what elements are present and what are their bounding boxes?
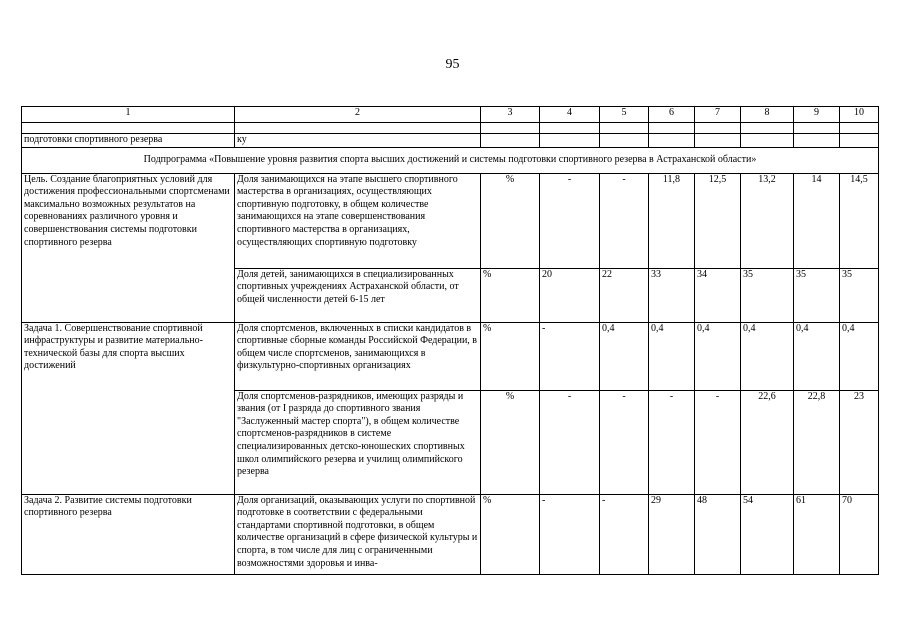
value-cell: - [649, 390, 695, 494]
value-cell: 0,4 [840, 322, 879, 390]
value-cell: 20 [540, 268, 600, 322]
value-cell: 54 [741, 494, 794, 574]
header-cell: 7 [695, 107, 741, 123]
value-cell: 11,8 [649, 173, 695, 268]
goal-cell: Задача 1. Совершенствование спортивной инфраструктуры и развитие материально-технической базы для спорта высших достижений [22, 322, 235, 494]
header-cell: 6 [649, 107, 695, 123]
header-cell: 4 [540, 107, 600, 123]
header-row [22, 107, 879, 123]
value-cell: 35 [741, 268, 794, 322]
goal-cell: Цель. Создание благоприятных условий для достижения профессиональными спортсменами максимально возможных результатов на соревнованиях различного уровня и совершенствования системы подготовки спортивного резерва [22, 173, 235, 322]
indicator-cell: Доля детей, занимающихся в специализированных спортивных учреждениях Астраханской области, от общей численности детей 6-15 лет [235, 268, 481, 322]
value-cell: 61 [794, 494, 840, 574]
value-cell: 22,8 [794, 390, 840, 494]
value-cell: 35 [840, 268, 879, 322]
table-row [22, 494, 879, 574]
value-cell: 22,6 [741, 390, 794, 494]
value-cell: 34 [695, 268, 741, 322]
header-cell: 3 [481, 107, 540, 123]
value-cell: - [600, 494, 649, 574]
header-cell: 1 [22, 107, 235, 123]
header-cell: 9 [794, 107, 840, 123]
value-cell: 70 [840, 494, 879, 574]
carry-row [22, 134, 879, 148]
indicators-table [21, 106, 879, 575]
value-cell: % [481, 322, 540, 390]
page-number: 95 [445, 57, 460, 72]
carry-goal: подготовки спортивного резерва [22, 134, 235, 148]
value-cell: - [540, 390, 600, 494]
value-cell: % [481, 494, 540, 574]
header-cell: 8 [741, 107, 794, 123]
value-cell: - [540, 322, 600, 390]
subprogram-row [22, 147, 879, 173]
value-cell: 48 [695, 494, 741, 574]
value-cell: 0,4 [600, 322, 649, 390]
indicator-cell: Доля занимающихся на этапе высшего спортивного мастерства в организациях, осуществляющих спортивную подготовку, в общем количестве занимающихся на этапе совершенствования спортивного мастерства в организациях, осуществляющих спортивную подготовку [235, 173, 481, 268]
table-row [22, 322, 879, 390]
value-cell: 23 [840, 390, 879, 494]
header-cell: 10 [840, 107, 879, 123]
value-cell: 29 [649, 494, 695, 574]
value-cell: 14 [794, 173, 840, 268]
subprogram-title: Подпрограмма «Повышение уровня развития спорта высших достижений и системы подготовки спортивного резерва в Астраханской области» [22, 147, 879, 173]
value-cell: 33 [649, 268, 695, 322]
indicator-cell: Доля организаций, оказывающих услуги по спортивной подготовке в соответствии с федеральными стандартами спортивной подготовки, в общем количестве организаций в сфере физической культуры и спорта, в том числе для лиц с ограниченными возможностями здоровья и инва- [235, 494, 481, 574]
spacer-row [22, 123, 879, 134]
value-cell: 12,5 [695, 173, 741, 268]
indicator-cell: Доля спортсменов-разрядников, имеющих разряды и звания (от I разряда до спортивного звания "Заслуженный мастер спорта"), в общем количестве спортсменов-разрядников в системе специализированных детско-юношеских спортивных школ олимпийского резерва и училищ олимпийского резерва [235, 390, 481, 494]
header-cell: 2 [235, 107, 481, 123]
indicator-cell: Доля спортсменов, включенных в списки кандидатов в спортивные сборные команды Российской Федерации, в общем числе спортсменов, занимающихся в физкультурно-спортивных организациях [235, 322, 481, 390]
value-cell: 13,2 [741, 173, 794, 268]
table-row [22, 173, 879, 268]
value-cell: 14,5 [840, 173, 879, 268]
goal-cell: Задача 2. Развитие системы подготовки спортивного резерва [22, 494, 235, 574]
value-cell: - [540, 494, 600, 574]
value-cell: 0,4 [741, 322, 794, 390]
value-cell: 35 [794, 268, 840, 322]
value-cell: 22 [600, 268, 649, 322]
value-cell: % [481, 268, 540, 322]
value-cell: % [481, 390, 540, 494]
value-cell: % [481, 173, 540, 268]
value-cell: 0,4 [695, 322, 741, 390]
value-cell: - [600, 173, 649, 268]
carry-indicator: ку [235, 134, 481, 148]
value-cell: 0,4 [794, 322, 840, 390]
value-cell: - [695, 390, 741, 494]
header-cell: 5 [600, 107, 649, 123]
value-cell: - [540, 173, 600, 268]
value-cell: 0,4 [649, 322, 695, 390]
value-cell: - [600, 390, 649, 494]
